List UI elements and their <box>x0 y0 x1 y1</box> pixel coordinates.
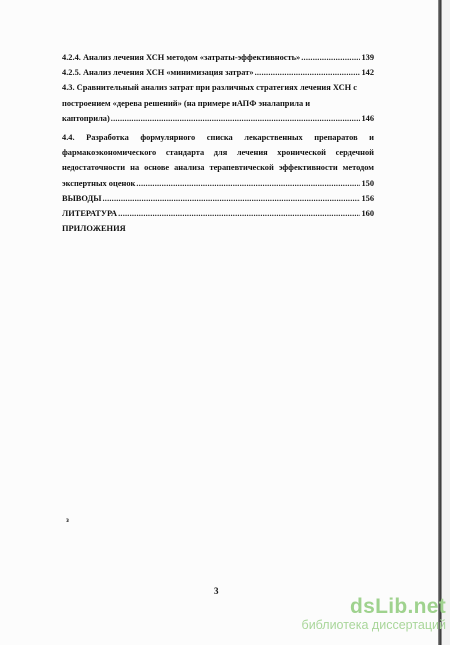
toc-entry-page: 156 <box>361 193 374 203</box>
toc-entry-line: недостаточности на основе анализа терапевтической эффективности методом <box>62 163 374 173</box>
toc-entry-line: каптоприла) <box>62 113 110 123</box>
toc-leader-dots <box>136 176 360 191</box>
watermark <box>276 596 446 633</box>
toc-leader-dots <box>301 50 360 65</box>
toc-entry-4-3[interactable] <box>62 80 374 126</box>
toc-entry-title: 4.2.4. Анализ лечения ХСН методом «затраты-эффективность» <box>62 53 301 62</box>
toc-entry-page: 142 <box>361 68 374 78</box>
toc-leader-dots <box>255 65 361 80</box>
toc-entry-appendices[interactable]: ПРИЛОЖЕНИЯ <box>62 224 126 234</box>
watermark-brand: dsLib.net <box>349 595 446 618</box>
watermark-subtitle: библиотека диссертаций <box>301 618 446 632</box>
toc-entry-4-2-4[interactable] <box>62 50 374 65</box>
table-of-contents <box>62 50 374 236</box>
toc-entry-page: 139 <box>361 53 374 62</box>
toc-entry-4-4[interactable] <box>62 130 374 191</box>
toc-entry-page: 160 <box>361 209 374 219</box>
page-number: 3 <box>214 586 219 596</box>
toc-entry-title: ВЫВОДЫ <box>62 193 102 203</box>
toc-leader-dots <box>118 206 360 221</box>
toc-entry-line: экспертных оценок <box>62 178 136 188</box>
toc-leader-dots <box>111 111 361 126</box>
toc-entry-title: 4.2.5. Анализ лечения ХСН «минимизация затрат» <box>62 68 254 78</box>
scan-edge-shadow <box>438 0 442 645</box>
toc-entry-4-2-5[interactable] <box>62 65 374 80</box>
toc-entry-conclusions[interactable] <box>62 191 374 206</box>
toc-leader-dots <box>102 191 360 206</box>
toc-entry-line: фармакоэкономического стандарта для лечения хронической сердечной <box>62 148 374 158</box>
toc-entry-title: ЛИТЕРАТУРА <box>62 209 118 219</box>
toc-entry-page: 150 <box>361 178 374 188</box>
stray-mark: з <box>66 516 69 524</box>
toc-entry-literature[interactable] <box>62 206 374 221</box>
toc-entry-line: 4.3. Сравнительный анализ затрат при различных стратегиях лечения ХСН с <box>62 83 357 93</box>
toc-entry-page: 146 <box>361 113 374 123</box>
toc-entry-line: построением «дерева решений» (на примере иАПФ эналаприла и <box>62 98 311 108</box>
toc-entry-line: 4.4. Разработка формулярного списка лекарственных препаратов и <box>62 133 374 143</box>
scan-margin <box>442 0 450 645</box>
